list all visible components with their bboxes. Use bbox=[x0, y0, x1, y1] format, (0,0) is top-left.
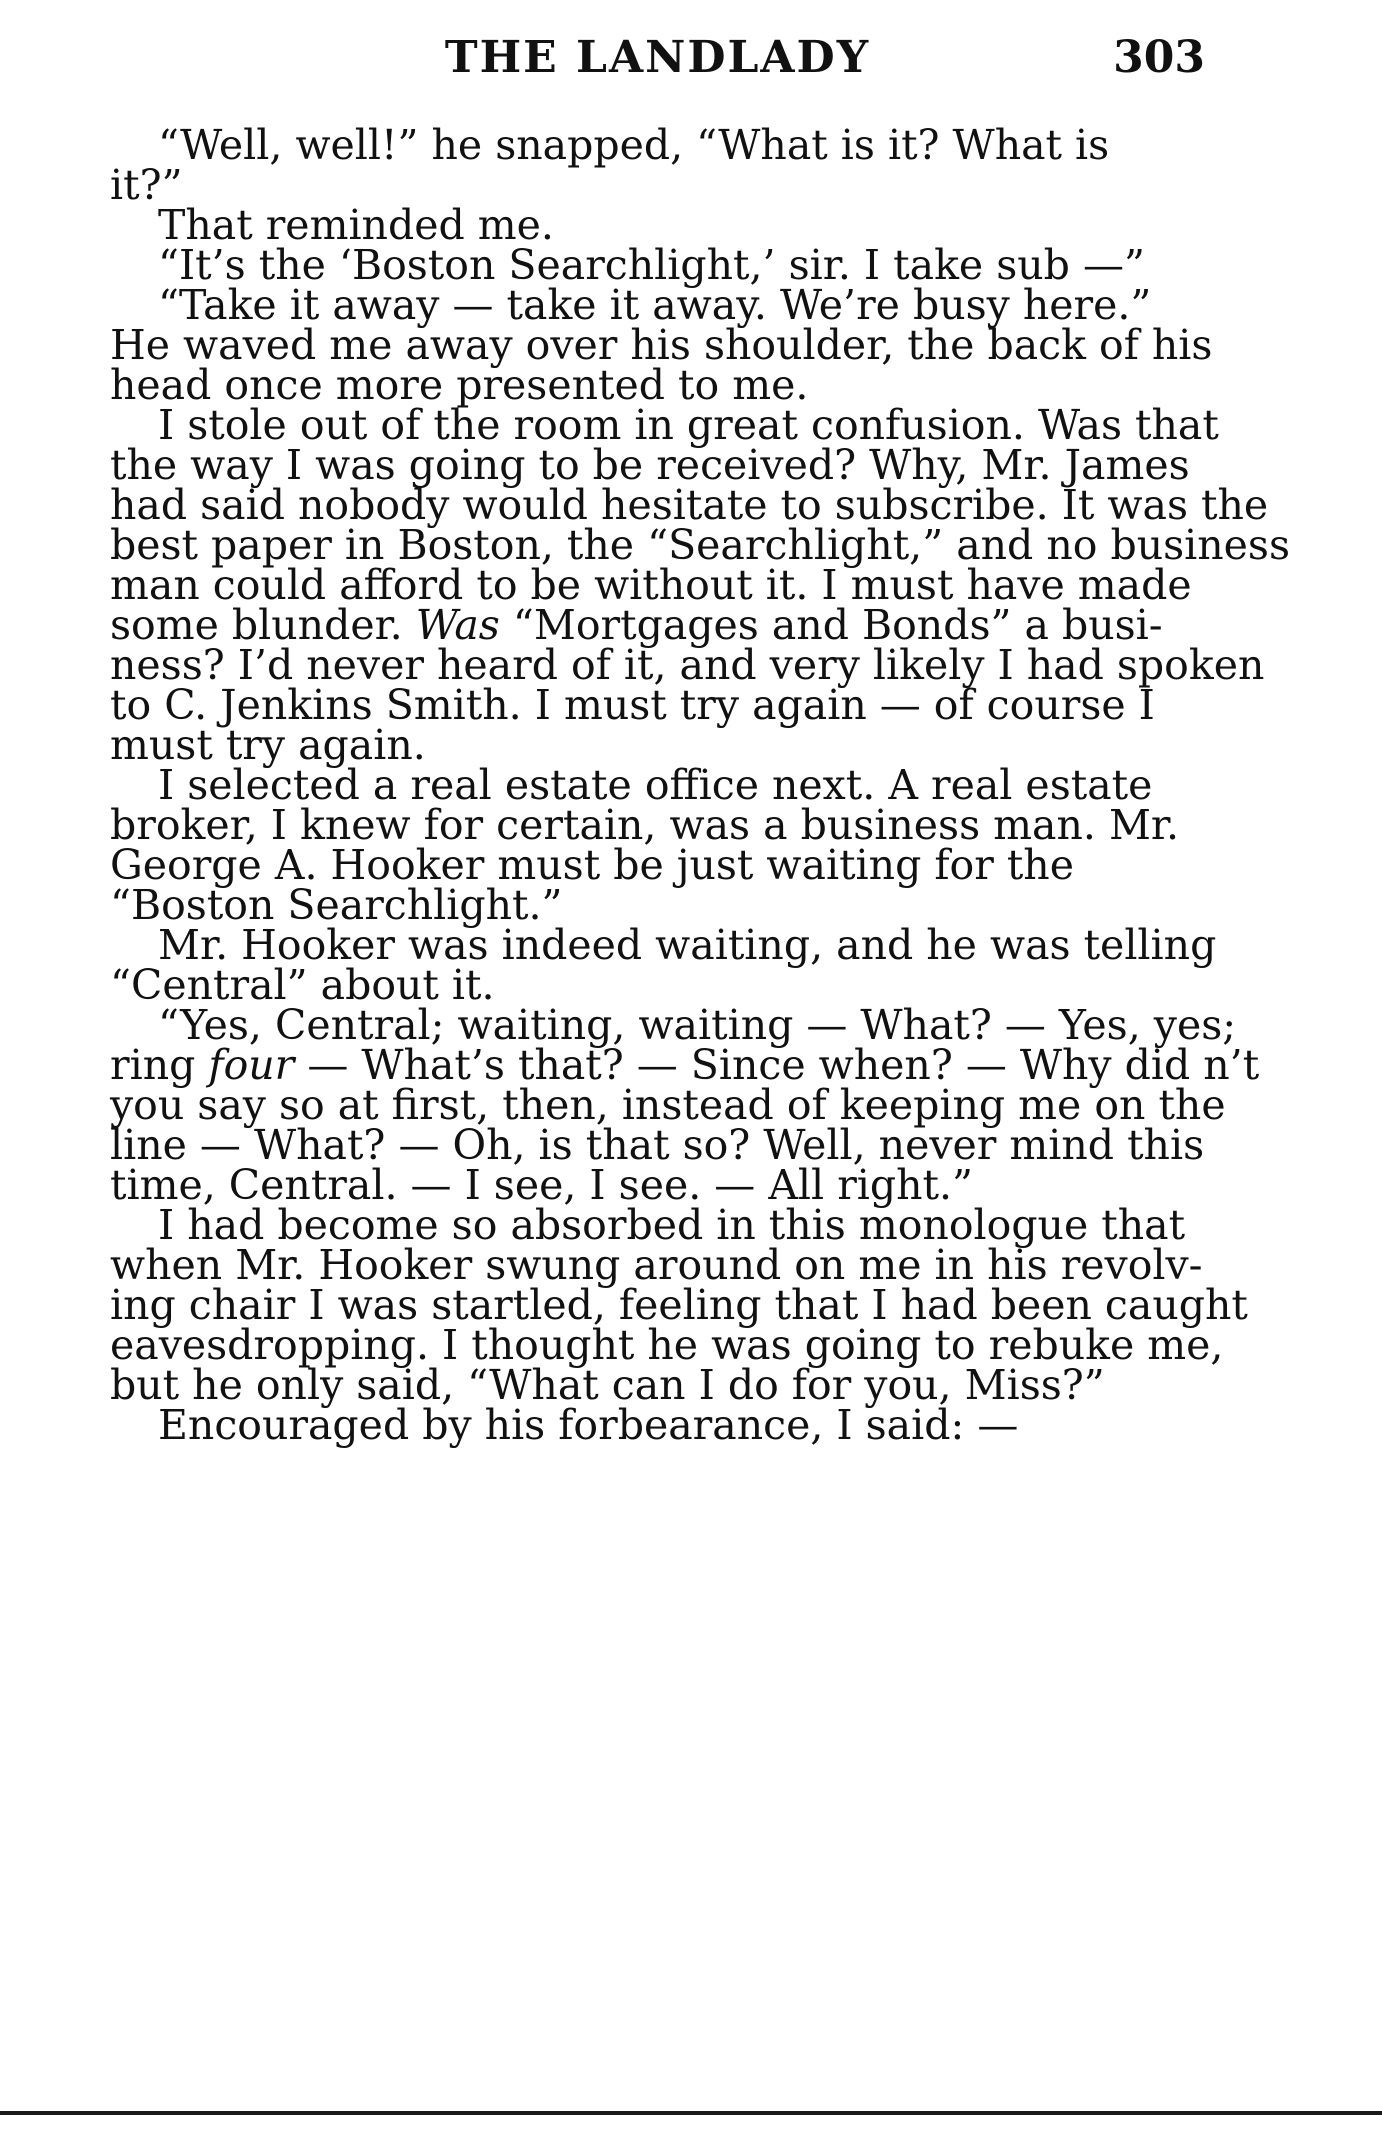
text-line: “Yes, Central; waiting, waiting — What? — Yes, yes; bbox=[158, 1001, 1237, 1049]
running-head bbox=[110, 28, 1205, 88]
text-line: but he only said, “What can I do for you, Miss?” bbox=[110, 1361, 1105, 1409]
text-line: when Mr. Hooker swung around on me in his revolv- bbox=[110, 1241, 1203, 1289]
text-line: ness? I’d never heard of it, and very likely I had spoken bbox=[110, 641, 1265, 689]
text-line: must try again. bbox=[110, 721, 426, 769]
text-line: Encouraged by his forbearance, I said: — bbox=[158, 1401, 1019, 1449]
text-line: “Central” about it. bbox=[110, 961, 495, 1009]
text-line: time, Central. — I see, I see. — All right.” bbox=[110, 1161, 974, 1209]
text-line: some blunder. Was “Mortgages and Bonds” a busi- bbox=[110, 601, 1163, 649]
running-title: THE LANDLADY bbox=[444, 32, 871, 83]
text-line: eavesdropping. I thought he was going to rebuke me, bbox=[110, 1321, 1224, 1369]
bottom-rule bbox=[0, 2111, 1382, 2115]
text-line: broker, I knew for certain, was a business man. Mr. bbox=[110, 801, 1180, 849]
text-line: it?” bbox=[110, 161, 183, 209]
text-line: ing chair I was startled, feeling that I had been caught bbox=[110, 1281, 1248, 1329]
text-line: the way I was going to be received? Why, Mr. James bbox=[110, 441, 1190, 489]
text-line: best paper in Boston, the “Searchlight,” and no business bbox=[110, 521, 1291, 569]
text-line: head once more presented to me. bbox=[110, 361, 809, 409]
text-line: Mr. Hooker was indeed waiting, and he was telling bbox=[158, 921, 1217, 969]
text-line: “Well, well!” he snapped, “What is it? What is bbox=[158, 121, 1110, 169]
page-number: 303 bbox=[1113, 32, 1205, 83]
text-line: That reminded me. bbox=[158, 201, 554, 249]
text-line: He waved me away over his shoulder, the back of his bbox=[110, 321, 1213, 369]
text-line: line — What? — Oh, is that so? Well, never mind this bbox=[110, 1121, 1205, 1169]
text-line: man could afford to be without it. I must have made bbox=[110, 561, 1192, 609]
text-line: George A. Hooker must be just waiting for the bbox=[110, 841, 1074, 889]
text-line: had said nobody would hesitate to subscribe. It was the bbox=[110, 481, 1269, 529]
text-line: I selected a real estate office next. A real estate bbox=[158, 761, 1153, 809]
text-line: I had become so absorbed in this monologue that bbox=[158, 1201, 1186, 1249]
text-line: you say so at first, then, instead of keeping me on the bbox=[110, 1081, 1226, 1129]
text-line: “It’s the ‘Boston Searchlight,’ sir. I take sub —” bbox=[158, 241, 1145, 289]
text-line: I stole out of the room in great confusion. Was that bbox=[158, 401, 1219, 449]
text-line: to C. Jenkins Smith. I must try again — of course I bbox=[110, 681, 1155, 729]
text-line: ring four — What’s that? — Since when? — Why did n’t bbox=[110, 1041, 1260, 1089]
text-line: “Take it away — take it away. We’re busy here.” bbox=[158, 281, 1152, 329]
text-line: “Boston Searchlight.” bbox=[110, 881, 563, 929]
